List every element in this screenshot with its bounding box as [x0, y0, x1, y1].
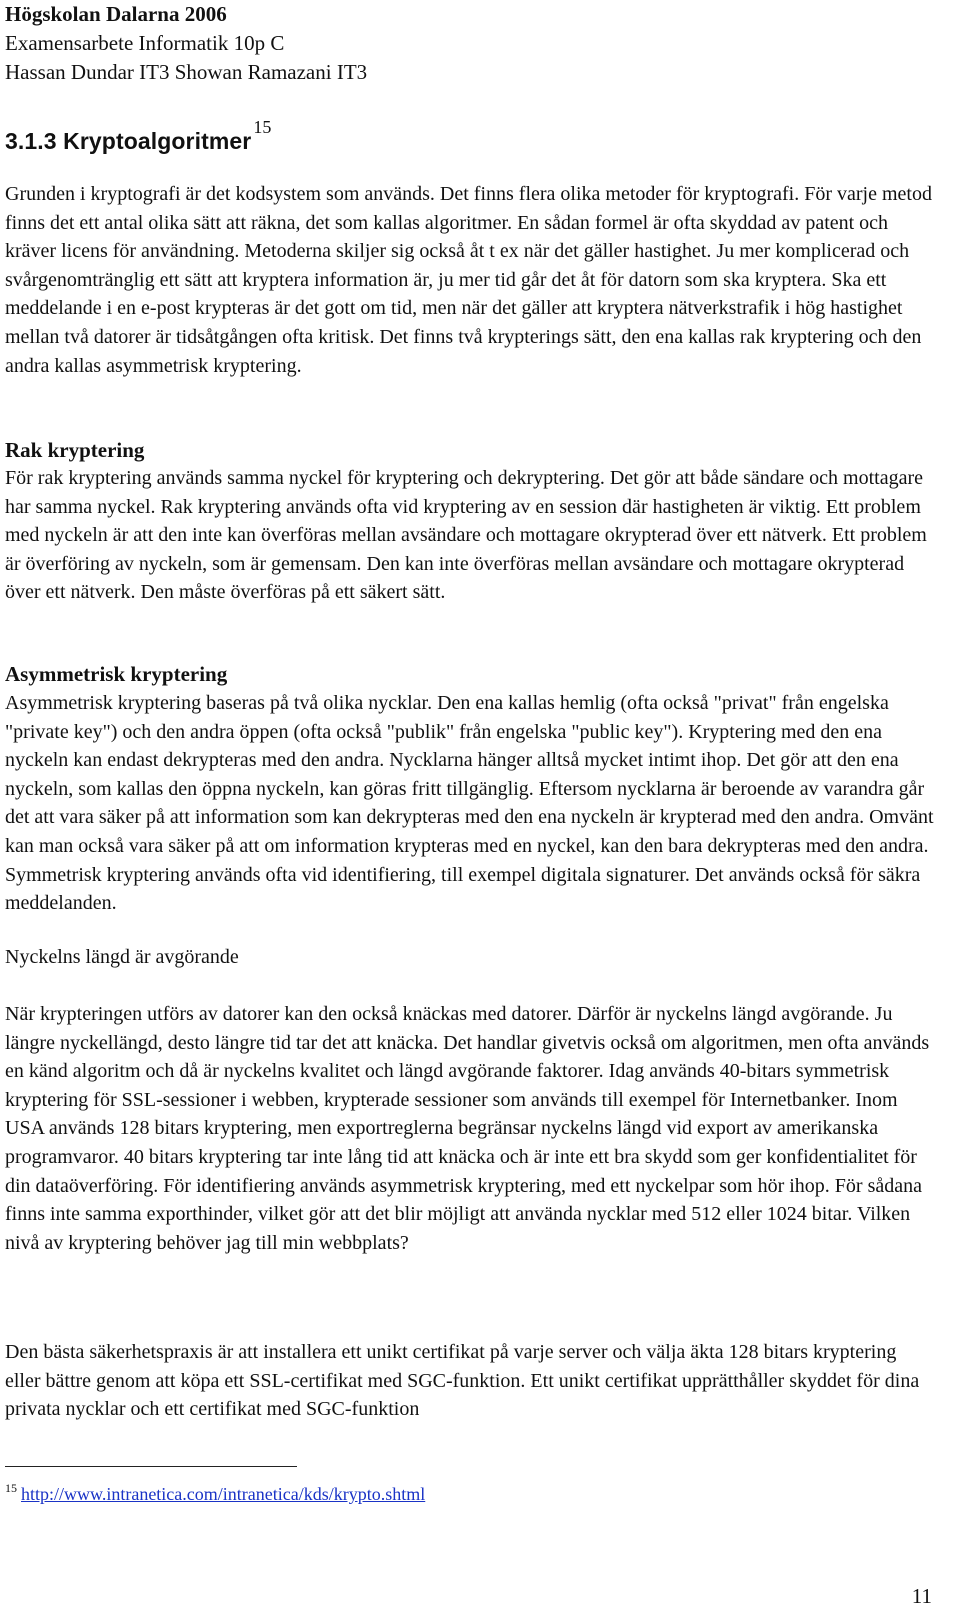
page-number: 11 [911, 1584, 932, 1608]
section-footnote-ref: 15 [253, 117, 272, 137]
institution-year: Högskolan Dalarna 2006 [5, 2, 227, 26]
footnote-link[interactable]: http://www.intranetica.com/intranetica/kds/krypto.shtml [21, 1484, 426, 1504]
footnote [5, 1476, 425, 1506]
subheading-rak-kryptering: Rak kryptering [5, 438, 145, 462]
document-header [5, 0, 935, 87]
footnote-number: 15 [5, 1481, 17, 1495]
subheading-key-length: Nyckelns längd är avgörande [5, 946, 239, 968]
subheading-asymmetrisk-kryptering: Asymmetrisk kryptering [5, 662, 228, 686]
paragraph-rak-kryptering: För rak kryptering används samma nyckel för kryptering och dekryptering. Det gör att både sändare och mottagare har samma nyckel. Rak kryptering används ofta vid kryptering av en session där hastigheten är viktig. Ett problem med nyckeln är att den inte kan överföras mellan avsändare och mottagare okrypterad över ett nätverk. Ett problem är överföring av nyckeln, som är gemensam. Den kan inte överföras mellan avsändare och mottagare okrypterad över ett nätverk. Den måste överföras på ett säkert sätt. [5, 467, 927, 604]
thesis-course: Examensarbete Informatik 10p C [5, 31, 285, 55]
paragraph-intro: Grunden i kryptografi är det kodsystem som används. Det finns flera olika metoder för kryptografi. För varje metod finns det ett antal olika sätt att räkna, det som kallas algoritmer. En sådan formel är ofta skyddad av patent och kräver licens för användning. Metoderna skiljer sig också åt t ex när det gäller hastighet. Ju mer komplicerad och svårgenomtränglig ett sätt att kryptera information är, ju mer tid går det åt för datorn som ska kryptera. Ska ett meddelande i en e-post krypteras är det gott om tid, men när det gäller att kryptera nätverkstrafik i hög hastighet mellan två datorer är tidsåtgången ofta kritisk. Det finns två krypterings sätt, den ena kallas rak kryptering och den andra kallas asymmetrisk kryptering. [5, 183, 932, 377]
section-heading [5, 112, 272, 156]
footnote-separator [5, 1466, 297, 1467]
paragraph-asymmetrisk-kryptering: Asymmetrisk kryptering baseras på två olika nycklar. Den ena kallas hemlig (ofta också "privat" från engelska "private key") och den andra öppen (ofta också "publik" från engelska "public key"). Kryptering med den ena nyckeln kan endast dekrypteras med den andra. Nycklarna hänger alltså mycket intimt ihop. Det gör att den ena nyckeln, som kallas den öppna nyckeln, kan göras fritt tillgänglig. Eftersom nycklarna är beroende av varandra går det att vara säker på att information som kan dekrypteras med den ena nyckeln är krypterad med den andra. Omvänt kan man också vara säker på att om information krypteras med en nyckel, kan den bara dekrypteras med den andra. Symmetrisk kryptering används ofta vid identifiering, till exempel digitala signaturer. Det används också för säkra meddelanden. [5, 692, 934, 915]
section-heading-text: 3.1.3 Kryptoalgoritmer [5, 128, 252, 154]
authors: Hassan Dundar IT3 Showan Ramazani IT3 [5, 60, 368, 84]
paragraph-key-length: När krypteringen utförs av datorer kan den också knäckas med datorer. Därför är nyckelns längd avgörande. Ju längre nyckellängd, desto längre tid tar det att knäcka. Det handlar givetvis också om algoritmen, men ofta används en känd algoritm och då är nyckelns kvalitet och längd avgörande faktorer. Idag används 40-bitars symmetrisk kryptering för SSL-sessioner i webben, krypterade sessioner som används till exempel för Internetbanker. Inom USA används 128 bitars kryptering, men exportreglerna begränsar nyckelns längd vid export av amerikanska programvaror. 40 bitars kryptering tar inte lång tid att knäcka och är inte ett bra skydd som ger konfidentialitet för din dataöverföring. För identifiering används asymmetrisk kryptering, med ett nyckelpar som hör ihop. För sådana finns inte samma exporthinder, vilket gör att det blir möjligt att använda nycklar med 512 eller 1024 bitar. Vilken nivå av kryptering behöver jag till min webbplats? [5, 1003, 930, 1254]
paragraph-best-practice: Den bästa säkerhetspraxis är att installera ett unikt certifikat på varje server och välja äkta 128 bitars kryptering eller bättre genom att köpa ett SSL-certifikat med SGC-funktion. Ett unikt certifikat upprätthåller skyddet för dina privata nycklar och ett certifikat med SGC-funktion [5, 1341, 920, 1421]
